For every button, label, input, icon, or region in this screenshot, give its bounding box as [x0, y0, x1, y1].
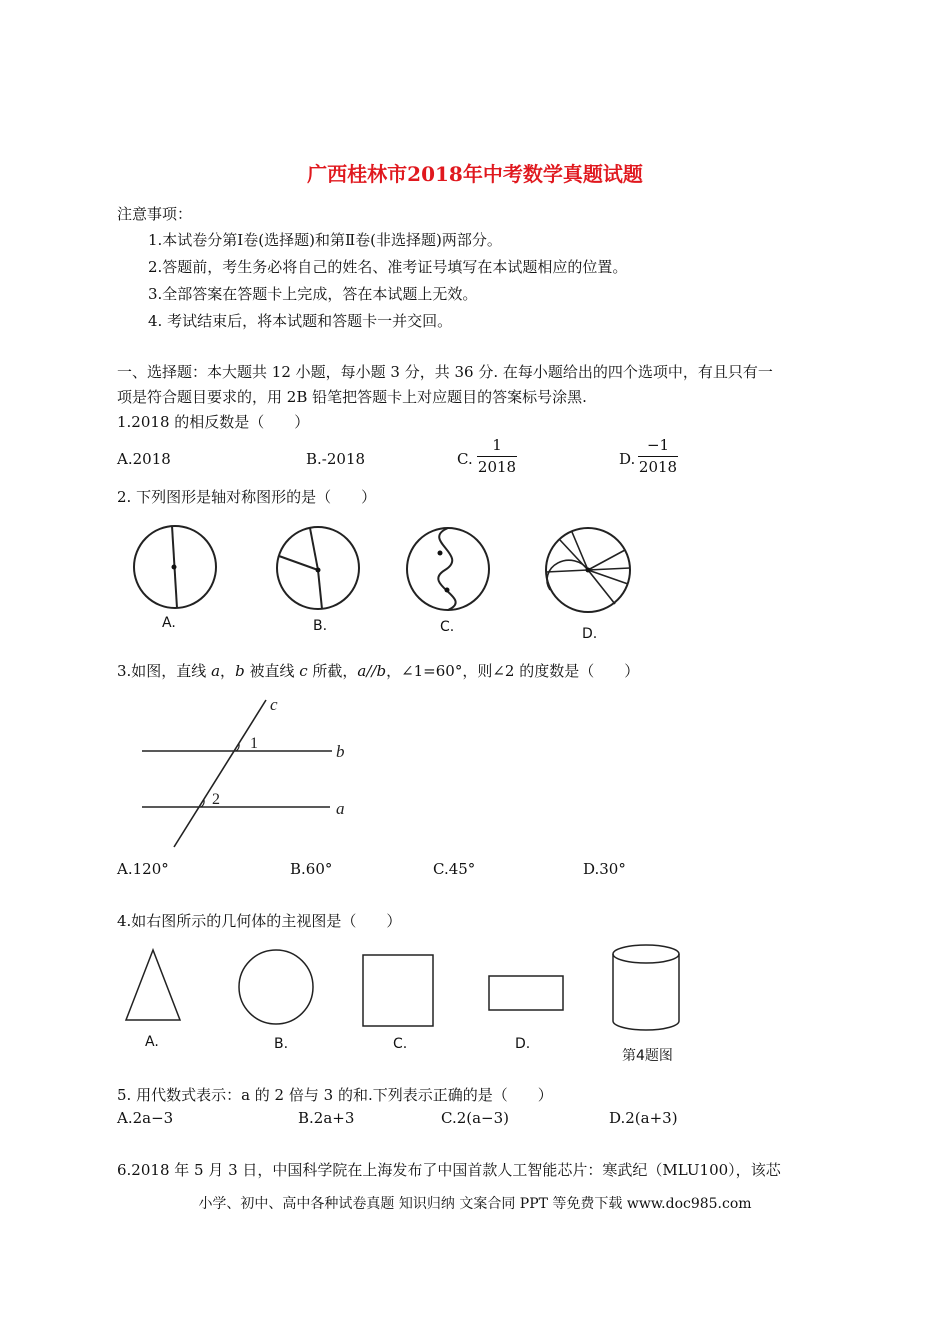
q4-stem: 4.如右图所示的几何体的主视图是（ ） — [117, 912, 402, 930]
q1-option-d-prefix: D. — [619, 450, 636, 468]
q3-var-ab: a//b — [357, 662, 387, 680]
q2-figures — [120, 520, 660, 620]
q3-stem — [117, 660, 639, 681]
q4-label-c: C. — [393, 1036, 408, 1052]
notice-heading: 注意事项： — [117, 205, 193, 223]
fraction-numerator: −1 — [638, 436, 678, 457]
q4-label-b: B. — [274, 1036, 289, 1052]
q4-square — [363, 955, 433, 1026]
q2-figure-a — [134, 526, 216, 608]
q4-triangle — [126, 950, 180, 1020]
q3-fig-label-1: 1 — [250, 735, 258, 752]
q3-var-c: c — [299, 662, 308, 680]
q3-fig-label-c: c — [270, 695, 278, 714]
section-instructions-line1: 一、选择题：本大题共 12 小题，每小题 3 分，共 36 分. 在每小题给出的四个选项中，有且只有一 — [117, 363, 773, 381]
q2-label-b: B. — [313, 618, 328, 634]
fraction-denominator: 2018 — [477, 458, 517, 476]
q3-var-a: a — [211, 662, 221, 680]
q4-cylinder — [613, 945, 679, 1030]
q3-option-b: B.60° — [290, 860, 333, 878]
q2-figure-d — [546, 528, 630, 612]
q3-option-d: D.30° — [583, 860, 626, 878]
notice-item: 4. 考试结束后，将本试题和答题卡一并交回。 — [148, 312, 453, 330]
page-footer: 小学、初中、高中各种试卷真题 知识归纳 文案合同 PPT 等免费下载 www.doc985.com — [198, 1196, 752, 1212]
q3-option-c: C.45° — [433, 860, 476, 878]
q5-option-d: D.2(a+3) — [609, 1109, 678, 1127]
q3-fig-label-b: b — [336, 742, 345, 761]
q5-stem: 5. 用代数式表示：a 的 2 倍与 3 的和.下列表示正确的是（ ） — [117, 1086, 553, 1104]
q2-stem: 2. 下列图形是轴对称图形的是（ ） — [117, 488, 377, 506]
q1-option-d-fraction — [638, 436, 678, 476]
q3-stem-part: 被直线 — [244, 662, 300, 680]
q2-figure-c — [407, 528, 489, 610]
notice-item: 1.本试卷分第Ⅰ卷(选择题)和第Ⅱ卷(非选择题)两部分。 — [148, 231, 502, 249]
q3-figure — [130, 690, 370, 855]
q3-stem-part: 3.如图，直线 — [117, 662, 212, 680]
q3-var-b: b — [235, 662, 245, 680]
fraction-denominator: 2018 — [638, 458, 678, 476]
q5-option-c: C.2(a−3) — [441, 1109, 510, 1127]
q1-option-c-fraction — [477, 436, 517, 476]
fraction-numerator: 1 — [477, 436, 517, 457]
q5-option-b: B.2a+3 — [298, 1109, 355, 1127]
q3-stem-part: 所截， — [307, 662, 358, 680]
q2-figure-b — [277, 527, 359, 609]
q3-option-a: A.120° — [117, 860, 169, 878]
q5-option-a: A.2a−3 — [117, 1109, 174, 1127]
q4-circle — [239, 950, 313, 1024]
q2-label-d: D. — [582, 626, 598, 642]
q3-fig-label-a: a — [336, 799, 345, 818]
q4-label-d: D. — [515, 1036, 531, 1052]
page-title: 广西桂林市2018年中考数学真题试题 — [307, 162, 643, 186]
q4-label-a: A. — [145, 1034, 159, 1050]
q4-figure-caption: 第4题图 — [622, 1048, 673, 1064]
q2-label-a: A. — [162, 615, 176, 631]
notice-item: 3.全部答案在答题卡上完成，答在本试题上无效。 — [148, 285, 478, 303]
q3-stem-part: ， — [220, 662, 236, 680]
q3-stem-part: ，∠1=60°，则∠2 的度数是（ ） — [386, 662, 640, 680]
q4-figures — [115, 940, 695, 1035]
q1-option-a: A.2018 — [117, 450, 171, 468]
q3-fig-label-2: 2 — [212, 791, 220, 808]
q1-option-b: B.-2018 — [306, 450, 366, 468]
notice-item: 2.答题前，考生务必将自己的姓名、准考证号填写在本试题相应的位置。 — [148, 258, 628, 276]
q2-label-c: C. — [440, 619, 455, 635]
q1-stem: 1.2018 的相反数是（ ） — [117, 413, 310, 431]
q6-stem: 6.2018 年 5 月 3 日，中国科学院在上海发布了中国首款人工智能芯片：寒武纪（MLU100），该芯 — [117, 1161, 781, 1179]
q4-rectangle — [489, 976, 563, 1010]
section-instructions-line2: 项是符合题目要求的，用 2B 铅笔把答题卡上对应题目的答案标号涂黑. — [117, 388, 587, 406]
q1-option-c-prefix: C. — [457, 450, 473, 468]
